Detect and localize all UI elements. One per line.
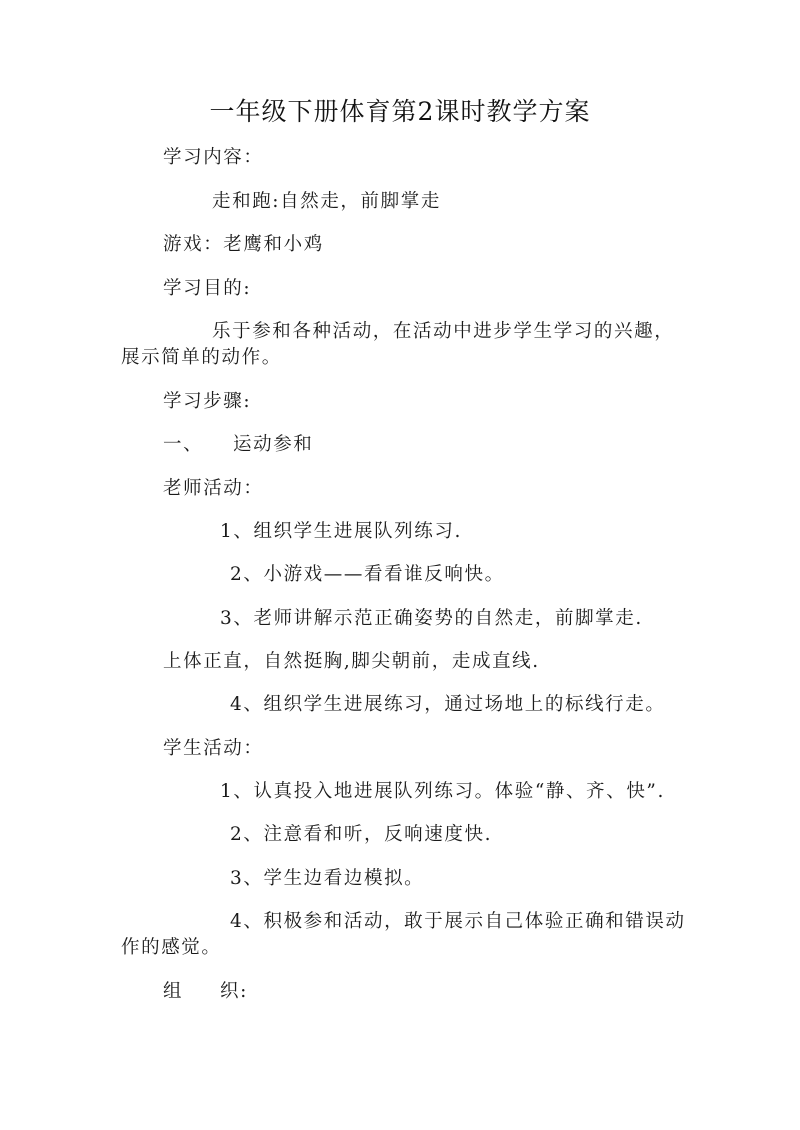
student-item: 1、认真投入地进展队列练习。体验“静、齐、快”. [220, 781, 665, 802]
document-title: 一年级下册体育第2课时教学方案 [209, 97, 591, 126]
student-item: 作的感觉。 [121, 937, 222, 958]
content-heading: 学习内容： [163, 147, 264, 168]
step-one-label: 运动参和 [233, 434, 314, 455]
teacher-item: 2、小游戏——看看谁反响快。 [230, 564, 505, 585]
goal-line-2: 展示简单的动作。 [121, 347, 282, 368]
org-heading-part-1: 组 [163, 981, 184, 1002]
teacher-item: 上体正直，自然挺胸,脚尖朝前，走成直线. [163, 651, 540, 672]
student-item: 3、学生边看边模拟。 [230, 868, 425, 889]
content-line-1: 走和跑:自然走，前脚掌走 [212, 191, 441, 212]
student-item: 2、注意看和听，反响速度快. [230, 824, 493, 845]
teacher-item: 1、组织学生进展队列练习. [220, 521, 462, 542]
steps-heading: 学习步骤: [163, 391, 252, 412]
goal-heading: 学习目的: [163, 278, 252, 299]
org-heading-part-2: 织: [220, 981, 248, 1002]
teacher-heading: 老师活动： [163, 478, 264, 499]
student-item: 4、积极参和活动，敢于展示自己体验正确和错误动 [230, 911, 686, 932]
step-one-number: 一、 [163, 434, 204, 455]
content-line-2: 游戏：老鹰和小鸡 [163, 234, 324, 255]
teacher-item: 3、老师讲解示范正确姿势的自然走，前脚掌走. [220, 608, 643, 629]
goal-line-1: 乐于参和各种活动，在活动中进步学生学习的兴趣， [212, 321, 675, 342]
student-heading: 学生活动： [163, 738, 264, 759]
teacher-item: 4、组织学生进展练习，通过场地上的标线行走。 [230, 694, 666, 715]
